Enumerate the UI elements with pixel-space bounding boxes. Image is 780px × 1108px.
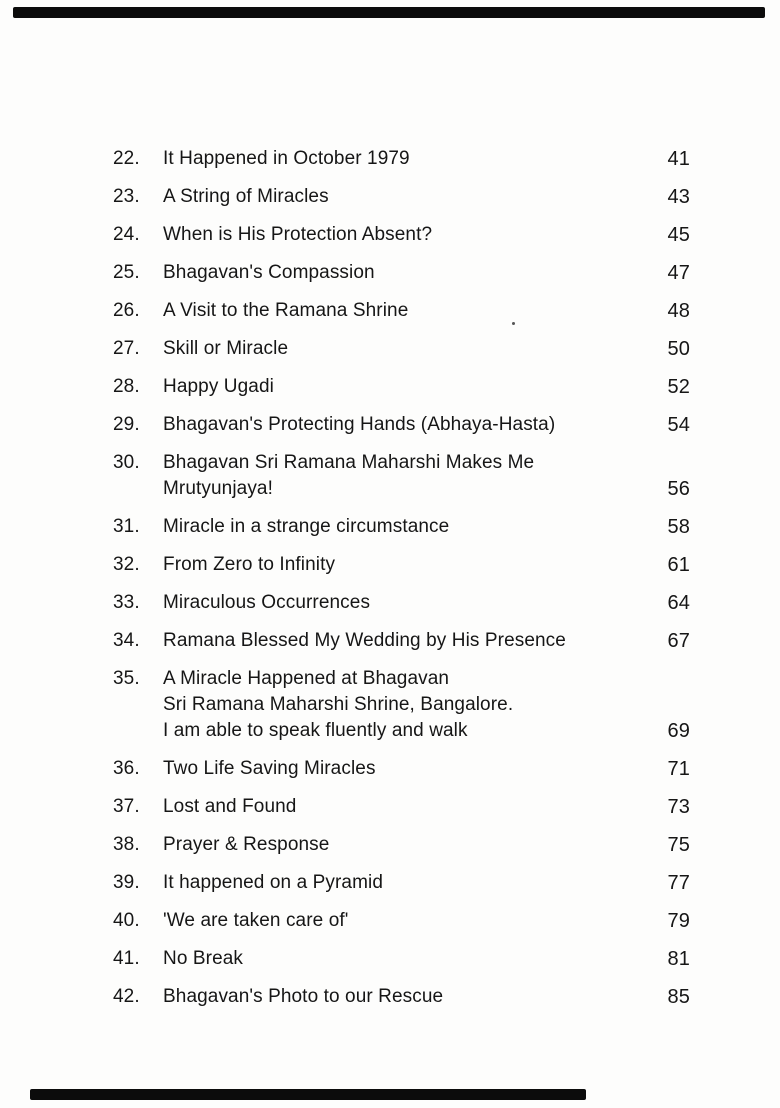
toc-entry xyxy=(113,552,690,578)
toc-entry-title: Bhagavan's Photo to our Rescue xyxy=(163,986,444,1007)
toc-entry-page-number: 52 xyxy=(667,376,690,398)
toc-entry-title: A String of Miracles xyxy=(163,186,329,207)
toc-entry-title: A Visit to the Ramana Shrine xyxy=(163,300,409,321)
toc-entry-page-number: 41 xyxy=(667,148,690,170)
toc-entry-number: 42. xyxy=(113,986,140,1007)
toc-entry-page-number: 71 xyxy=(667,758,690,780)
toc-entry-title: Bhagavan's Protecting Hands (Abhaya-Hasta) xyxy=(163,414,556,435)
toc-entry xyxy=(113,590,690,616)
toc-entry-title: Happy Ugadi xyxy=(163,376,274,397)
toc-entry xyxy=(113,374,690,400)
toc-entry-page-number: 67 xyxy=(667,630,690,652)
toc-entry-page-number: 85 xyxy=(667,986,690,1008)
toc-entry-title: 'We are taken care of' xyxy=(163,910,349,931)
toc-entry-number: 35. xyxy=(113,668,140,689)
toc-entry-page-number: 79 xyxy=(667,910,690,932)
toc-entry-page-number: 64 xyxy=(667,592,690,614)
scan-speck xyxy=(512,322,515,325)
toc-entry-number: 37. xyxy=(113,796,140,817)
toc-entry xyxy=(113,794,690,820)
table-of-contents xyxy=(113,146,690,1022)
toc-entry-number: 38. xyxy=(113,834,140,855)
top-scan-bar xyxy=(13,7,765,18)
toc-entry-title: Two Life Saving Miracles xyxy=(163,758,376,779)
toc-entry-page-number: 48 xyxy=(667,300,690,322)
toc-entry xyxy=(113,514,690,540)
toc-entry-title: Ramana Blessed My Wedding by His Presence xyxy=(163,630,566,651)
toc-entry-page-number: 56 xyxy=(667,478,690,500)
toc-entry xyxy=(113,832,690,858)
toc-entry-title: Bhagavan's Compassion xyxy=(163,262,375,283)
toc-entry-page-number: 75 xyxy=(667,834,690,856)
toc-entry-page-number: 73 xyxy=(667,796,690,818)
toc-entry-number: 27. xyxy=(113,338,140,359)
toc-entry-number: 30. xyxy=(113,452,140,473)
toc-entry xyxy=(113,946,690,972)
toc-entry xyxy=(113,984,690,1010)
toc-entry-page-number: 58 xyxy=(667,516,690,538)
toc-entry-number: 39. xyxy=(113,872,140,893)
toc-entry-title: Skill or Miracle xyxy=(163,338,289,359)
toc-entry-page-number: 61 xyxy=(667,554,690,576)
toc-entry xyxy=(113,184,690,210)
toc-entry-page-number: 43 xyxy=(667,186,690,208)
toc-entry-title: Prayer & Response xyxy=(163,834,330,855)
toc-entry-title: It Happened in October 1979 xyxy=(163,148,410,169)
toc-entry-number: 26. xyxy=(113,300,140,321)
toc-entry-number: 32. xyxy=(113,554,140,575)
toc-entry-number: 23. xyxy=(113,186,140,207)
toc-entry xyxy=(113,908,690,934)
toc-entry-title: Bhagavan Sri Ramana Maharshi Makes Me Mrutyunjaya! xyxy=(163,452,535,499)
toc-entry-title: It happened on a Pyramid xyxy=(163,872,383,893)
toc-entry xyxy=(113,756,690,782)
toc-entry xyxy=(113,870,690,896)
toc-entry xyxy=(113,412,690,438)
toc-entry-page-number: 50 xyxy=(667,338,690,360)
toc-entry-page-number: 77 xyxy=(667,872,690,894)
toc-entry-number: 31. xyxy=(113,516,140,537)
toc-entry xyxy=(113,260,690,286)
bottom-scan-bar xyxy=(30,1089,586,1100)
toc-entry-number: 36. xyxy=(113,758,140,779)
toc-entry-title: A Miracle Happened at Bhagavan Sri Ramana Maharshi Shrine, Bangalore. I am able to speak fluently and walk xyxy=(163,668,514,741)
toc-entry-number: 22. xyxy=(113,148,140,169)
toc-entry xyxy=(113,222,690,248)
toc-entry-page-number: 69 xyxy=(667,720,690,742)
toc-entry-page-number: 47 xyxy=(667,262,690,284)
toc-entry-number: 24. xyxy=(113,224,140,245)
toc-entry-number: 33. xyxy=(113,592,140,613)
toc-entry-number: 25. xyxy=(113,262,140,283)
toc-entry xyxy=(113,628,690,654)
toc-entry-title: Lost and Found xyxy=(163,796,297,817)
toc-entry xyxy=(113,146,690,172)
toc-entry xyxy=(113,298,690,324)
toc-entry xyxy=(113,336,690,362)
toc-entry-number: 40. xyxy=(113,910,140,931)
toc-entry-page-number: 81 xyxy=(667,948,690,970)
toc-entry xyxy=(113,666,690,744)
toc-entry-number: 29. xyxy=(113,414,140,435)
toc-entry-title: Miracle in a strange circumstance xyxy=(163,516,450,537)
toc-entry-title: Miraculous Occurrences xyxy=(163,592,371,613)
toc-entry-title: When is His Protection Absent? xyxy=(163,224,433,245)
toc-entry-number: 34. xyxy=(113,630,140,651)
toc-entry-page-number: 54 xyxy=(667,414,690,436)
toc-entry-number: 28. xyxy=(113,376,140,397)
toc-entry-title: No Break xyxy=(163,948,244,969)
toc-entry-page-number: 45 xyxy=(667,224,690,246)
toc-entry xyxy=(113,450,690,502)
toc-entry-title: From Zero to Infinity xyxy=(163,554,336,575)
toc-entry-number: 41. xyxy=(113,948,140,969)
